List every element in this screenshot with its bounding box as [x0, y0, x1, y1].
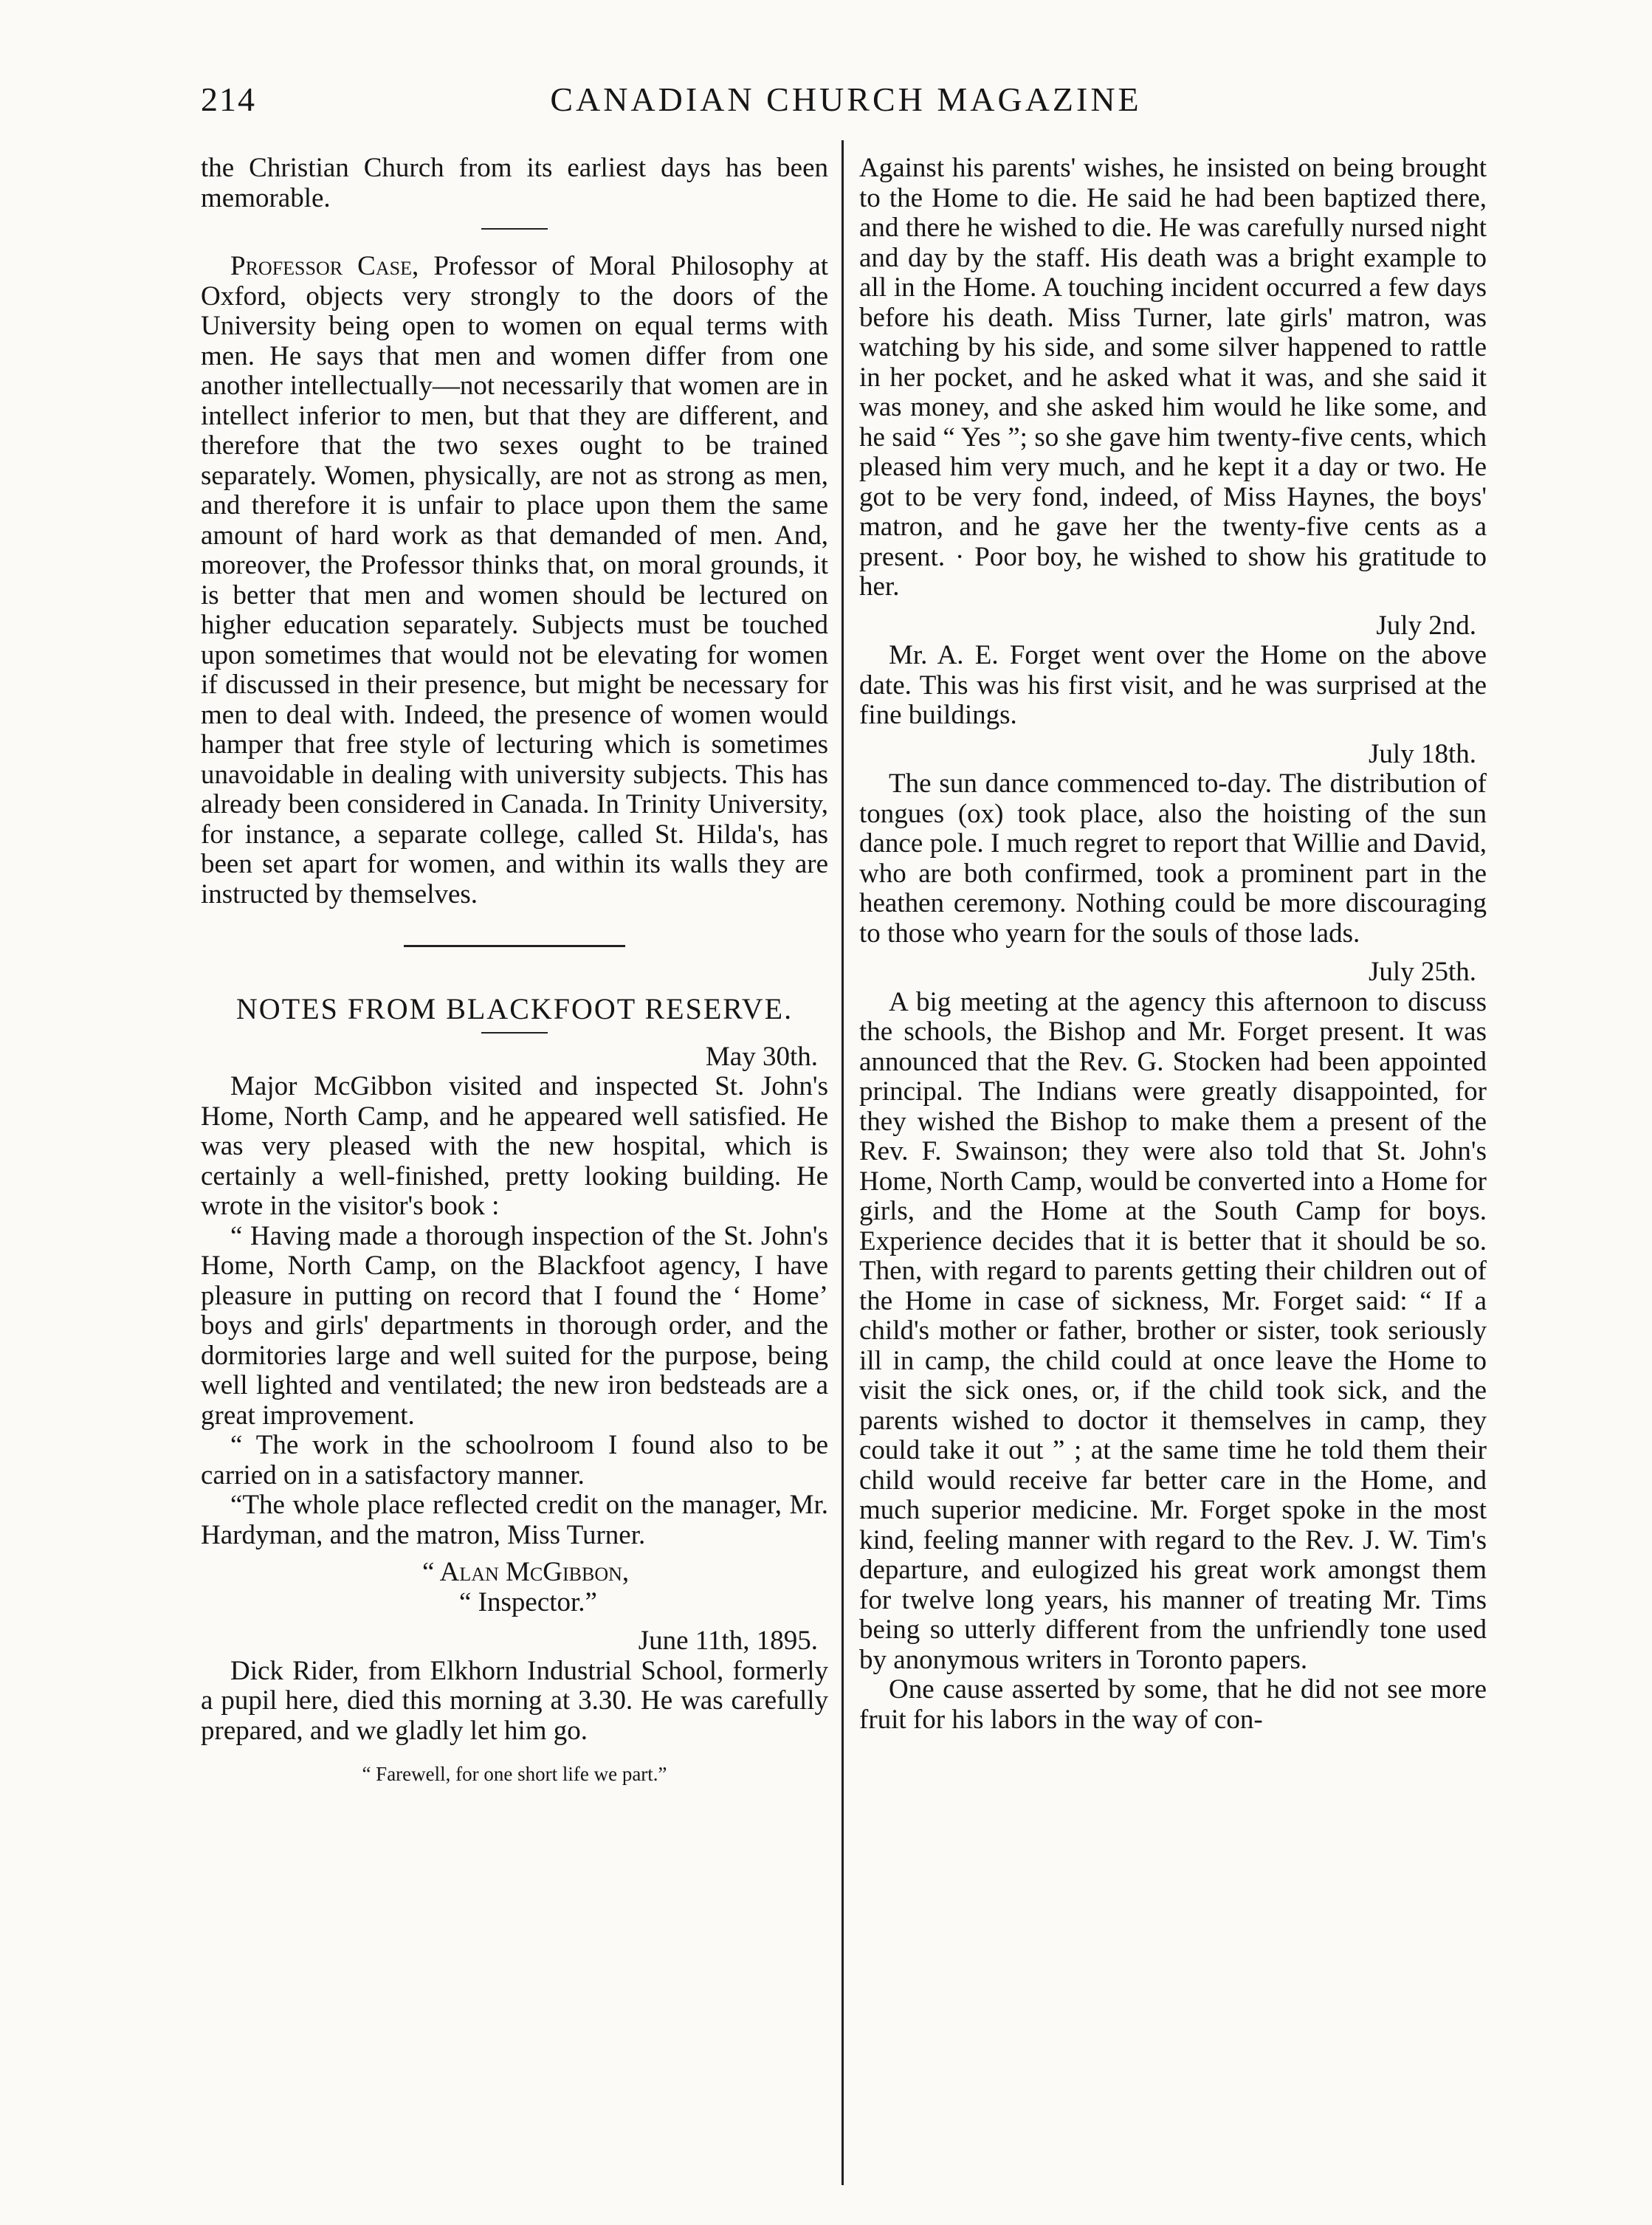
paragraph: Mr. A. E. Forget went over the Home on the above date. This was his first visit, and he was surprised at the fine buildings. [859, 640, 1487, 730]
paragraph [201, 252, 828, 909]
section-rule [404, 945, 625, 947]
paragraph: the Christian Church from its earliest days has been memorable. [201, 153, 828, 213]
entry-date: June 11th, 1895. [638, 1626, 818, 1656]
entry-date: May 30th. [705, 1041, 818, 1072]
signature-title: “ Inspector.” [459, 1586, 597, 1617]
paragraph: A big meeting at the agency this afternoon to discuss the schools, the Bishop and Mr. Forget present. It was announced that the Rev. G. Stocken had been appointed principal. The Indians were greatly disappointed, for they wished the Bishop to make them a present of the Rev. F. Swainson; they were also told that St. John's Home, North Camp, would be converted into a Home for girls, and the Home at the South Camp for boys. Experience decides that it is better that it should be so. Then, with regard to parents getting their children out of the Home in case of sickness, Mr. Forget said: “ If a child's mother or father, brother or sister, took seriously ill in camp, the child could at once leave the Home to visit the sick ones, or, if the child took sick, and the parents wished to doctor it themselves in camp, they could take it out ” ; at the same time he told them their child would receive far better care in the Home, and much superior medicine. Mr. Forget spoke in the most kind, feeling manner with regard to the Rev. J. W. Tim's departure, and eulogized his great work amongst them for twelve long years, his manner of treating Mr. Tims being so utterly different from the unfriendly tone used by anonymous writers in Toronto papers. [859, 986, 1487, 1675]
quote-paragraph: “ Having made a thorough inspection of the St. John's Home, North Camp, on the Blackfoot agency, I have pleasure in putting on record that I found the ‘ Home’ boys and girls' departments in thorough order, and the dormitories large and well suited for the purpose, being well lighted and ventilated; the new iron bedsteads are a great improvement. [201, 1220, 828, 1431]
quote-paragraph: “The whole place reflected credit on the manager, Mr. Hardyman, and the matron, Miss Turner. [201, 1490, 828, 1550]
entry-date: July 2nd. [1376, 610, 1476, 641]
professor-name: Professor Case, [230, 251, 419, 281]
quote-paragraph: “ The work in the schoolroom I found also to be carried on in a satisfactory manner. [201, 1430, 828, 1490]
page-number: 214 [201, 80, 256, 118]
section-title: NOTES FROM BLACKFOOT RESERVE. [235, 992, 794, 1025]
paragraph: Major McGibbon visited and inspected St. John's Home, North Camp, and he appeared well satisfied. He was very pleased with the new hospital, which is certainly a well-finished, pretty looking building. He wrote in the visitor's book : [201, 1071, 828, 1221]
entry-date: July 25th. [1369, 957, 1476, 987]
left-column [201, 154, 828, 1789]
paragraph-text: Professor of Moral Philosophy at Oxford, objects very strongly to the doors of the University being open to women on equal terms with men. He says that men and women differ from one another intellectually—not necessarily that women are in intellect inferior to men, but that they are different, and therefore that the two sexes ought to be trained separately. Women, physically, are not as strong as men, and therefore it is unfair to place upon them the same amount of hard work as that demanded of men. And, moreover, the Professor thinks that, on moral grounds, it is better that men and women should be lectured on higher education separately. Subjects must be touched upon sometimes that would not be elevating for women if discussed in their presence, but might be necessary for men to deal with. Indeed, the presence of women would hamper that free style of lecturing which is sometimes unavoidable in dealing with university subjects. This has already been considered in Canada. In Trinity University, for instance, a separate college, called St. Hilda's, has been set apart for women, and within its walls they are instructed by themselves. [201, 251, 828, 909]
separator-rule [481, 228, 548, 230]
paragraph: Dick Rider, from Elkhorn Industrial School, formerly a pupil here, died this morning at 3.30. He was carefully prepared, and we gladly let him go. [201, 1655, 828, 1746]
running-title: CANADIAN CHURCH MAGAZINE [550, 80, 1142, 118]
entry-date: July 18th. [1369, 738, 1476, 769]
separator-rule [481, 1032, 548, 1034]
epigraph: “ Farewell, for one short life we part.” [362, 1763, 667, 1785]
right-column [859, 154, 1487, 1735]
paragraph: One cause asserted by some, that he did not see more fruit for his labors in the way of con- [859, 1674, 1487, 1735]
signature-name: “ Alan McGibbon, [422, 1557, 630, 1587]
column-divider [842, 140, 844, 2185]
signature [201, 1558, 828, 1617]
paragraph: The sun dance commenced to-day. The distribution of tongues (ox) took place, also the hoisting of the sun dance pole. I much regret to report that Willie and David, who are both confirmed, took a prominent part in the heathen ceremony. Nothing could be more discouraging to those who yearn for the souls of those lads. [859, 768, 1487, 949]
page-header [201, 80, 1491, 131]
paragraph: Against his parents' wishes, he insisted on being brought to the Home to die. He said he had been baptized there, and there he wished to die. He was carefully nursed night and day by the staff. His death was a bright example to all in the Home. A touching incident occurred a few days before his death. Miss Turner, late girls' matron, was watching by his side, and some silver happened to rattle in her pocket, and he asked what it was, and she said it was money, and she asked him would he like some, and he said “ Yes ”; so she gave him twenty-five cents, which pleased him very much, and he kept it a day or two. He got to be very fond, indeed, of Miss Haynes, the boys' matron, and he gave her the twenty-five cents as a present. · Poor boy, he wished to show his gratitude to her. [859, 153, 1487, 602]
